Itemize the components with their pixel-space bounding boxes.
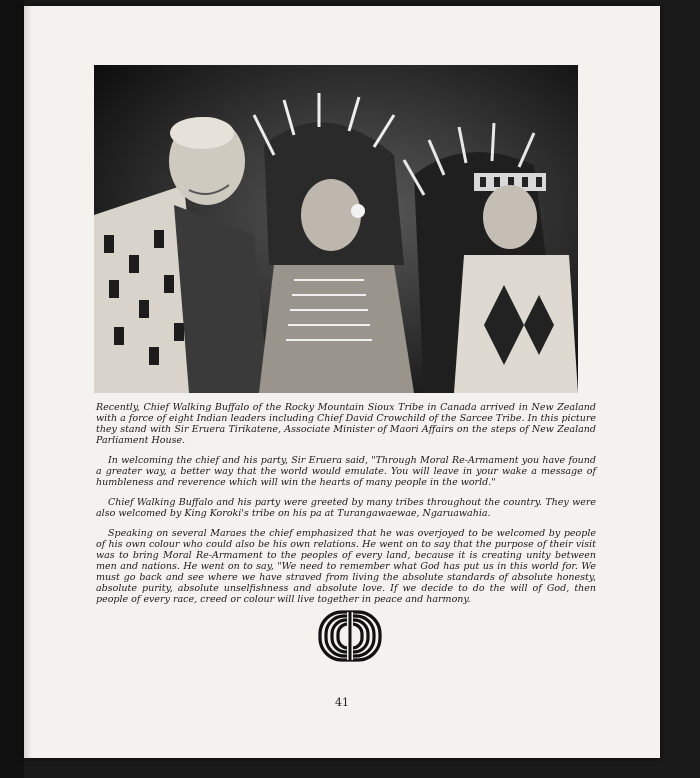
- photo-caption: Recently, Chief Walking Buffalo of the Rocky Mountain Sioux Tribe in Canada arrived in New Zealand with a force of eight Indian leaders including Chief David Crowchild of the Sarcee Tribe. In this picture they stand with Sir Eruera Tirikatene, Associate Minister of Maori Affairs on the steps of New Zealand Parliament House.: [96, 402, 596, 446]
- page-gutter: [24, 6, 32, 758]
- scan-border: [0, 0, 24, 778]
- page-number: 41: [335, 696, 349, 709]
- photograph: [94, 65, 578, 393]
- photo-illustration: [94, 65, 578, 393]
- paragraph: Chief Walking Buffalo and his party were greeted by many tribes throughout the country. They were also welcomed by King Koroki's tribe on his pa at Turangawaewae, Ngaruawahia.: [96, 497, 596, 519]
- mra-logo-icon: [317, 609, 383, 663]
- paragraph: In welcoming the chief and his party, Sir Eruera said, "Through Moral Re-Armament you have found a greater way, a better way that the world would emulate. You will leave in your wake a message of humbleness and reverence which will win the hearts of many people in the world.": [96, 455, 596, 488]
- paragraph: Speaking on several Maraes the chief emphasized that he was overjoyed to be welcomed by people of his own colour who could also be his own relations. He went on to say that the purpose of their visit was to bring Moral Re-Armament to the peoples of every land, because it is creating unity between men and nations. He went on to say, "We need to remember what God has put us in this world for. We must go back and see where we have straved from living the absolute standards of absolute honesty, absolute purity, absolute unselfishness and absolute love. If we decide to do the will of God, then people of every race, creed or colour will live together in peace and harmony.: [96, 528, 596, 605]
- document-page: [24, 6, 660, 758]
- article-text: [96, 402, 596, 614]
